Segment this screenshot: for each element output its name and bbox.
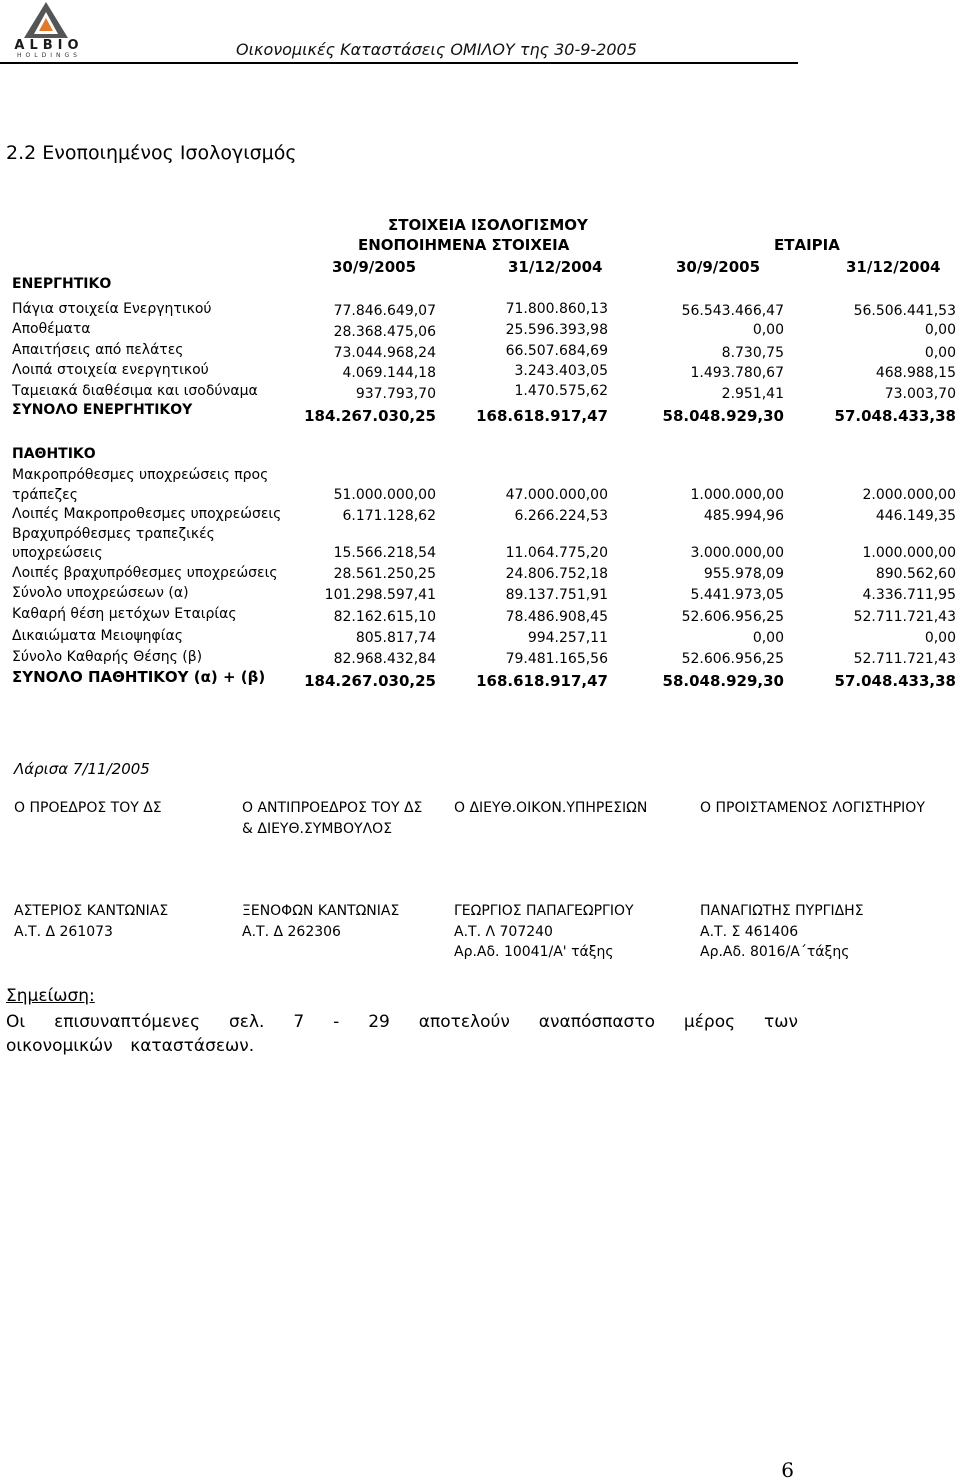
cell-value: 58.048.929,30 (662, 672, 784, 690)
cell-value: 1.470.575,62 (514, 383, 608, 399)
cell-value: 58.048.929,30 (662, 407, 784, 425)
cell-value: 1.000.000,00 (862, 545, 956, 561)
row-label: Ταμειακά διαθέσιμα και ισοδύναμα (12, 383, 258, 399)
cell-value: 24.806.752,18 (505, 566, 608, 582)
cell-value: 4.069.144,18 (342, 365, 436, 381)
cell-value: 1.493.780,67 (690, 365, 784, 381)
column-header: 31/12/2004 (846, 258, 941, 276)
cell-value: 47.000.000,00 (505, 487, 608, 503)
cell-value: 82.968.432,84 (333, 651, 436, 667)
signatory-role: Ο ΔΙΕΥΘ.ΟΙΚΟΝ.ΥΠΗΡΕΣΙΩΝ (454, 800, 648, 816)
place-date: Λάρισα 7/11/2005 (14, 760, 150, 778)
cell-value: 15.566.218,54 (333, 545, 436, 561)
page-number: 6 (781, 1458, 794, 1482)
cell-value: 168.618.917,47 (476, 672, 608, 690)
row-label: ΣΥΝΟΛΟ ΠΑΘΗΤΙΚΟΥ (α) + (β) (12, 668, 266, 686)
cell-value: 937.793,70 (355, 386, 436, 402)
signatory-id: Α.Τ. Σ 461406 (700, 924, 799, 940)
cell-value: 955.978,09 (703, 566, 784, 582)
cell-value: 73.044.968,24 (333, 345, 436, 361)
cell-value: 0,00 (924, 630, 956, 646)
row-label: Δικαιώματα Μειοψηφίας (12, 628, 183, 644)
cell-value: 4.336.711,95 (862, 587, 956, 603)
logo-subtext: HOLDINGS (17, 52, 81, 59)
table-heading-main: ΣΤΟΙΧΕΙΑ ΙΣΟΛΟΓΙΣΜΟΥ (388, 216, 588, 234)
table-heading-company: ΕΤΑΙΡΙΑ (774, 236, 840, 254)
cell-value: 82.162.615,10 (333, 609, 436, 625)
header-title: Οικονομικές Καταστάσεις ΟΜΙΛΟΥ της 30-9-2005 (236, 40, 637, 59)
cell-value: 6.266.224,53 (514, 508, 608, 524)
signatory-role-continued: & ΔΙΕΥΘ.ΣΥΜΒΟΥΛΟΣ (242, 821, 393, 837)
cell-value: 0,00 (752, 630, 784, 646)
row-label: Βραχυπρόθεσμες τραπεζικές (12, 526, 215, 542)
logo-text: ALBIO (14, 38, 84, 53)
cell-value: 52.606.956,25 (681, 651, 784, 667)
cell-value: 56.506.441,53 (853, 303, 956, 319)
cell-value: 485.994,96 (703, 508, 784, 524)
cell-value: 184.267.030,25 (304, 672, 436, 690)
cell-value: 0,00 (924, 345, 956, 361)
cell-value: 25.596.393,98 (505, 322, 608, 338)
signatory-registration: Αρ.Αδ. 8016/Α΄τάξης (700, 944, 850, 960)
cell-value: 3.000.000,00 (690, 545, 784, 561)
section-title: 2.2 Ενοποιημένος Ισολογισμός (6, 142, 297, 164)
cell-value: 1.000.000,00 (690, 487, 784, 503)
cell-value: 446.149,35 (875, 508, 956, 524)
cell-value: 52.711.721,43 (853, 651, 956, 667)
logo-triangle-icon (22, 0, 70, 40)
signatory-name: ΞΕΝΟΦΩΝ ΚΑΝΤΩΝΙΑΣ (242, 903, 400, 919)
cell-value: 805.817,74 (355, 630, 436, 646)
row-label-continued: τράπεζες (12, 487, 78, 503)
assets-title: ΕΝΕΡΓΗΤΙΚΟ (12, 276, 112, 292)
cell-value: 11.064.775,20 (505, 545, 608, 561)
cell-value: 71.800.860,13 (505, 301, 608, 317)
cell-value: 28.368.475,06 (333, 324, 436, 340)
cell-value: 168.618.917,47 (476, 407, 608, 425)
row-label: Πάγια στοιχεία Ενεργητικού (12, 301, 212, 317)
cell-value: 0,00 (752, 322, 784, 338)
header-divider (0, 62, 798, 64)
cell-value: 5.441.973,05 (690, 587, 784, 603)
cell-value: 73.003,70 (884, 386, 956, 402)
cell-value: 184.267.030,25 (304, 407, 436, 425)
cell-value: 28.561.250,25 (333, 566, 436, 582)
cell-value: 0,00 (924, 322, 956, 338)
cell-value: 51.000.000,00 (333, 487, 436, 503)
cell-value: 57.048.433,38 (834, 672, 956, 690)
note-heading: Σημείωση: (6, 986, 95, 1006)
signatory-id: Α.Τ. Δ 261073 (14, 924, 113, 940)
row-label: ΣΥΝΟΛΟ ΕΝΕΡΓΗΤΙΚΟΥ (12, 402, 193, 418)
signatory-role: Ο ΑΝΤΙΠΡΟΕΔΡΟΣ ΤΟΥ ΔΣ (242, 800, 423, 816)
row-label: Λοιπές Μακροπροθεσμες υποχρεώσεις (12, 506, 282, 522)
company-logo (0, 0, 96, 62)
row-label: Λοιπές βραχυπρόθεσμες υποχρεώσεις (12, 565, 278, 581)
cell-value: 994.257,11 (527, 630, 608, 646)
cell-value: 52.711.721,43 (853, 609, 956, 625)
cell-value: 77.846.649,07 (333, 303, 436, 319)
row-label: Αποθέματα (12, 321, 91, 337)
cell-value: 57.048.433,38 (834, 407, 956, 425)
row-label: Σύνολο Καθαρής Θέσης (β) (12, 649, 203, 665)
cell-value: 66.507.684,69 (505, 343, 608, 359)
column-header: 30/9/2005 (676, 258, 761, 276)
cell-value: 52.606.956,25 (681, 609, 784, 625)
signatory-name: ΓΕΩΡΓΙΟΣ ΠΑΠΑΓΕΩΡΓΙΟΥ (454, 903, 634, 919)
column-header: 31/12/2004 (508, 258, 603, 276)
cell-value: 6.171.128,62 (342, 508, 436, 524)
signatory-id: Α.Τ. Λ 707240 (454, 924, 553, 940)
row-label: Σύνολο υποχρεώσεων (α) (12, 585, 189, 601)
signatory-role: Ο ΠΡΟΕΔΡΟΣ ΤΟΥ ΔΣ (14, 800, 162, 816)
signatory-name: ΑΣΤΕΡΙΟΣ ΚΑΝΤΩΝΙΑΣ (14, 903, 169, 919)
signatory-registration: Αρ.Αδ. 10041/Α' τάξης (454, 944, 614, 960)
cell-value: 2.951,41 (721, 386, 784, 402)
cell-value: 2.000.000,00 (862, 487, 956, 503)
column-header: 30/9/2005 (332, 258, 417, 276)
cell-value: 468.988,15 (875, 365, 956, 381)
liabilities-title: ΠΑΘΗΤΙΚΟ (12, 446, 96, 462)
signatory-name: ΠΑΝΑΓΙΩΤΗΣ ΠΥΡΓΙΔΗΣ (700, 903, 864, 919)
row-label-continued: υποχρεώσεις (12, 545, 103, 561)
row-label: Καθαρή θέση μετόχων Εταιρίας (12, 606, 237, 622)
signatory-id: Α.Τ. Δ 262306 (242, 924, 341, 940)
row-label: Απαιτήσεις από πελάτες (12, 342, 184, 358)
cell-value: 8.730,75 (721, 345, 784, 361)
cell-value: 890.562,60 (875, 566, 956, 582)
cell-value: 56.543.466,47 (681, 303, 784, 319)
cell-value: 89.137.751,91 (505, 587, 608, 603)
note-text: Οι επισυναπτόμενες σελ. 7 - 29 αποτελούν αναπόσπαστο μέρος των οικονομικών καταστάσεων. (6, 1012, 798, 1056)
cell-value: 79.481.165,56 (505, 651, 608, 667)
cell-value: 3.243.403,05 (514, 363, 608, 379)
cell-value: 78.486.908,45 (505, 609, 608, 625)
signatory-role: Ο ΠΡΟΙΣΤΑΜΕΝΟΣ ΛΟΓΙΣΤΗΡΙΟΥ (700, 800, 925, 816)
cell-value: 101.298.597,41 (324, 587, 436, 603)
row-label: Λοιπά στοιχεία ενεργητικού (12, 362, 209, 378)
row-label: Μακροπρόθεσμες υποχρεώσεις προς (12, 467, 269, 483)
table-heading-group: ΕΝΟΠΟΙΗΜΕΝΑ ΣΤΟΙΧΕΙΑ (358, 236, 570, 254)
